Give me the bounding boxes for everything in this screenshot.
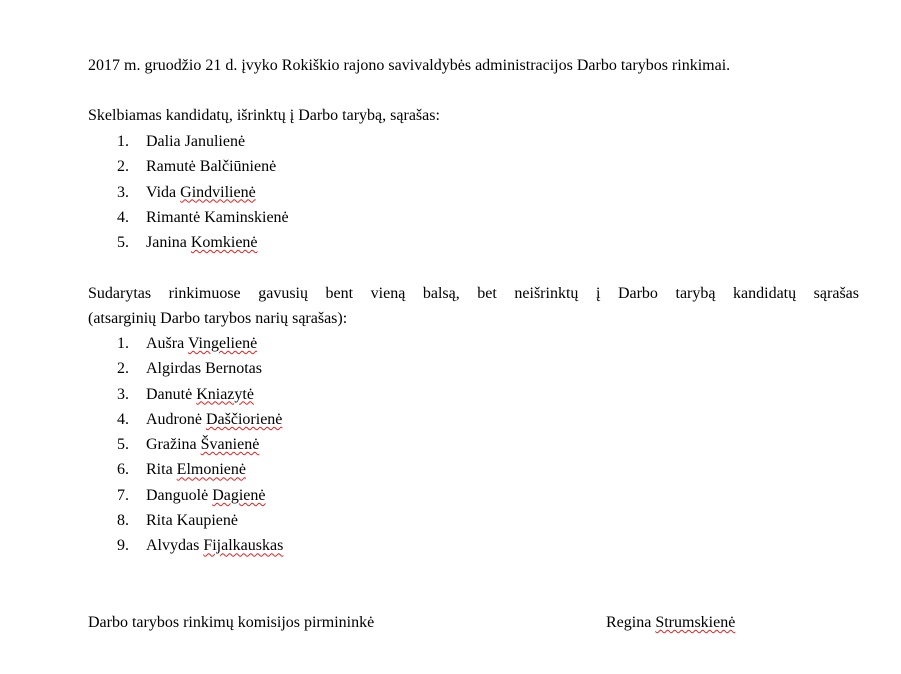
list-item-number: 8. — [117, 512, 129, 530]
list-item-name: Vida Gindvilienė — [146, 183, 256, 201]
list-item-name: Danutė Kniazytė — [146, 385, 254, 403]
list-item-number: 1. — [117, 133, 129, 150]
list-item-number: 5. — [117, 436, 129, 454]
signature-role: Darbo tarybos rinkimų komisijos pirmininkė — [88, 614, 375, 631]
list-item-name: Rimantė Kaminskienė — [146, 208, 289, 226]
list-item-name: Audronė Daščiorienė — [146, 410, 283, 428]
list-item-number: 7. — [117, 486, 129, 504]
signature-name: Regina Strumskienė — [606, 614, 736, 631]
list-item-number: 2. — [117, 360, 129, 378]
reserve-heading-line: Sudarytas rinkimuose gavusių bent vieną balsą, bet neišrinktų į Darbo tarybą kandidatų sąrašas — [88, 285, 859, 302]
list-item-number: 5. — [117, 234, 129, 252]
list-item-name: Dalia Janulienė — [146, 133, 246, 150]
list-item-name: Algirdas Bernotas — [146, 360, 262, 378]
list-item-name: Ramutė Balčiūnienė — [146, 158, 277, 176]
list-item-number: 4. — [117, 208, 129, 226]
list-item-number: 1. — [117, 335, 129, 352]
list-item-name: Alvydas Fijalkauskas — [146, 537, 284, 555]
list-item-number: 6. — [117, 461, 129, 479]
list-item-name: Rita Elmonienė — [146, 461, 246, 479]
list-item-name: Rita Kaupienė — [146, 512, 238, 530]
list-item-name: Gražina Švanienė — [146, 436, 260, 454]
list-item-name: Janina Komkienė — [146, 234, 258, 252]
list-item-number: 2. — [117, 158, 129, 176]
list-item-name: Aušra Vingelienė — [146, 335, 258, 352]
list-item-name: Danguolė Dagienė — [146, 486, 266, 504]
reserve-heading — [88, 281, 859, 331]
list-item-number: 9. — [117, 537, 129, 555]
elected-heading: Skelbiamas kandidatų, išrinktų į Darbo tarybą, sąrašas: — [88, 107, 440, 124]
intro-paragraph: 2017 m. gruodžio 21 d. įvyko Rokiškio rajono savivaldybės administracijos Darbo tarybos rinkimai. — [88, 57, 731, 74]
list-item-number: 3. — [117, 385, 129, 403]
reserve-heading-line: (atsarginių Darbo tarybos narių sąrašas): — [88, 310, 348, 327]
list-item-number: 4. — [117, 410, 129, 428]
list-item-number: 3. — [117, 183, 129, 201]
